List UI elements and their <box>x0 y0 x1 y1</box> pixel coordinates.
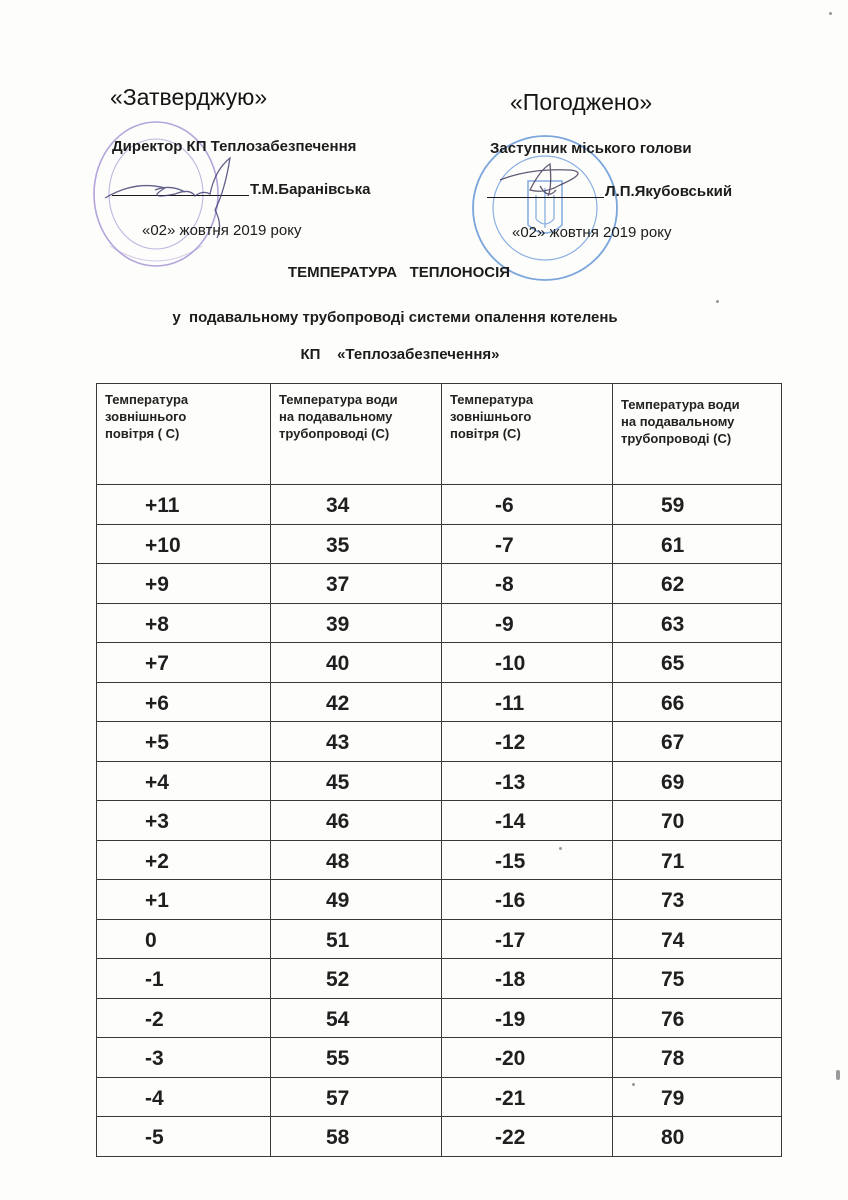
outdoor-temp-cell: +6 <box>97 682 271 722</box>
supply-water-temp-cell: 49 <box>271 880 442 920</box>
table-row <box>97 801 782 841</box>
supply-water-temp-cell: 76 <box>613 998 782 1038</box>
deputy-mayor-name: Л.П.Якубовський <box>605 183 733 200</box>
supply-water-temp-cell: 43 <box>271 722 442 762</box>
header-supply-water-temp-2 <box>613 384 782 485</box>
table-row <box>97 998 782 1038</box>
outdoor-temp-cell: +7 <box>97 643 271 683</box>
document-title: ТЕМПЕРАТУРА ТЕПЛОНОСІЯ <box>287 264 511 281</box>
outdoor-temp-cell: -10 <box>442 643 613 683</box>
supply-water-temp-cell: 67 <box>613 722 782 762</box>
supply-water-temp-cell: 61 <box>613 524 782 564</box>
supply-water-temp-cell: 74 <box>613 919 782 959</box>
supply-water-temp-cell: 51 <box>271 919 442 959</box>
director-position: Директор КП Теплозабезпечення <box>112 138 357 155</box>
scan-speck <box>632 1083 635 1086</box>
heat-carrier-temperature-table <box>96 383 782 1157</box>
outdoor-temp-cell: -11 <box>442 682 613 722</box>
outdoor-temp-cell: -12 <box>442 722 613 762</box>
supply-water-temp-cell: 69 <box>613 761 782 801</box>
supply-water-temp-cell: 40 <box>271 643 442 683</box>
outdoor-temp-cell: +11 <box>97 485 271 525</box>
outdoor-temp-cell: 0 <box>97 919 271 959</box>
outdoor-temp-cell: +8 <box>97 603 271 643</box>
deputy-mayor-position: Заступник міського голови <box>490 140 692 157</box>
supply-water-temp-cell: 59 <box>613 485 782 525</box>
supply-water-temp-cell: 45 <box>271 761 442 801</box>
supply-water-temp-cell: 54 <box>271 998 442 1038</box>
scan-speck <box>559 847 562 850</box>
outdoor-temp-cell: -17 <box>442 919 613 959</box>
outdoor-temp-cell: -16 <box>442 880 613 920</box>
header-line: Температура води <box>621 397 740 412</box>
outdoor-temp-cell: -13 <box>442 761 613 801</box>
header-line: Температура <box>105 392 189 407</box>
supply-water-temp-cell: 73 <box>613 880 782 920</box>
outdoor-temp-cell: -2 <box>97 998 271 1038</box>
approve-heading: «Затверджую» <box>110 84 268 110</box>
header-line: повітря ( С) <box>105 426 180 441</box>
header-line: Температура води <box>279 392 398 407</box>
outdoor-temp-cell: -14 <box>442 801 613 841</box>
header-outdoor-temp-1 <box>97 384 271 485</box>
outdoor-temp-cell: -4 <box>97 1077 271 1117</box>
header-line: трубопроводі (С) <box>279 426 390 441</box>
header-line: на подавальному <box>279 409 393 424</box>
table-row <box>97 564 782 604</box>
header-line: повітря (С) <box>450 426 521 441</box>
table-header-row <box>97 384 782 485</box>
supply-water-temp-cell: 70 <box>613 801 782 841</box>
outdoor-temp-cell: -6 <box>442 485 613 525</box>
supply-water-temp-cell: 57 <box>271 1077 442 1117</box>
header-line: Температура <box>450 392 534 407</box>
header-outdoor-temp-2 <box>442 384 613 485</box>
header-line: трубопроводі (С) <box>621 431 732 446</box>
supply-water-temp-cell: 42 <box>271 682 442 722</box>
table-body <box>97 485 782 1157</box>
supply-water-temp-cell: 35 <box>271 524 442 564</box>
outdoor-temp-cell: +9 <box>97 564 271 604</box>
table-row <box>97 840 782 880</box>
outdoor-temp-cell: -22 <box>442 1117 613 1157</box>
outdoor-temp-cell: -21 <box>442 1077 613 1117</box>
table-row <box>97 682 782 722</box>
outdoor-temp-cell: -5 <box>97 1117 271 1157</box>
supply-water-temp-cell: 37 <box>271 564 442 604</box>
supply-water-temp-cell: 66 <box>613 682 782 722</box>
outdoor-temp-cell: -9 <box>442 603 613 643</box>
supply-water-temp-cell: 52 <box>271 959 442 999</box>
header-line: на подавальному <box>621 414 735 429</box>
table-row <box>97 959 782 999</box>
supply-water-temp-cell: 62 <box>613 564 782 604</box>
supply-water-temp-cell: 80 <box>613 1117 782 1157</box>
director-name: Т.М.Баранівська <box>250 181 371 198</box>
table-row <box>97 919 782 959</box>
outdoor-temp-cell: -19 <box>442 998 613 1038</box>
table-row <box>97 524 782 564</box>
document-subtitle: у подавальному трубопроводі системи опалення котелень <box>172 309 618 326</box>
supply-water-temp-cell: 65 <box>613 643 782 683</box>
outdoor-temp-cell: +4 <box>97 761 271 801</box>
outdoor-temp-cell: +1 <box>97 880 271 920</box>
supply-water-temp-cell: 75 <box>613 959 782 999</box>
table-row <box>97 485 782 525</box>
outdoor-temp-cell: -18 <box>442 959 613 999</box>
deputy-mayor-approval-date: «02» жовтня 2019 року <box>512 224 672 241</box>
supply-water-temp-cell: 58 <box>271 1117 442 1157</box>
agreed-heading: «Погоджено» <box>510 89 653 115</box>
scan-speck <box>716 300 719 303</box>
outdoor-temp-cell: +2 <box>97 840 271 880</box>
outdoor-temp-cell: -7 <box>442 524 613 564</box>
table-row <box>97 1117 782 1157</box>
deputy-mayor-signature <box>490 150 620 210</box>
supply-water-temp-cell: 79 <box>613 1077 782 1117</box>
outdoor-temp-cell: +10 <box>97 524 271 564</box>
table-row <box>97 1077 782 1117</box>
outdoor-temp-cell: -3 <box>97 1038 271 1078</box>
outdoor-temp-cell: -8 <box>442 564 613 604</box>
supply-water-temp-cell: 48 <box>271 840 442 880</box>
supply-water-temp-cell: 34 <box>271 485 442 525</box>
header-line: зовнішнього <box>450 409 532 424</box>
supply-water-temp-cell: 55 <box>271 1038 442 1078</box>
outdoor-temp-cell: -20 <box>442 1038 613 1078</box>
scan-speck <box>836 1070 840 1080</box>
table-row <box>97 1038 782 1078</box>
table-row <box>97 880 782 920</box>
director-approval-date: «02» жовтня 2019 року <box>142 222 302 239</box>
table-row <box>97 761 782 801</box>
supply-water-temp-cell: 71 <box>613 840 782 880</box>
supply-water-temp-cell: 63 <box>613 603 782 643</box>
header-supply-water-temp-1 <box>271 384 442 485</box>
supply-water-temp-cell: 46 <box>271 801 442 841</box>
table-row <box>97 603 782 643</box>
outdoor-temp-cell: +5 <box>97 722 271 762</box>
document-organization: КП «Теплозабезпечення» <box>300 346 500 363</box>
table-row <box>97 643 782 683</box>
table-row <box>97 722 782 762</box>
outdoor-temp-cell: +3 <box>97 801 271 841</box>
outdoor-temp-cell: -15 <box>442 840 613 880</box>
outdoor-temp-cell: -1 <box>97 959 271 999</box>
header-line: зовнішнього <box>105 409 187 424</box>
supply-water-temp-cell: 78 <box>613 1038 782 1078</box>
scan-speck <box>829 12 832 15</box>
supply-water-temp-cell: 39 <box>271 603 442 643</box>
